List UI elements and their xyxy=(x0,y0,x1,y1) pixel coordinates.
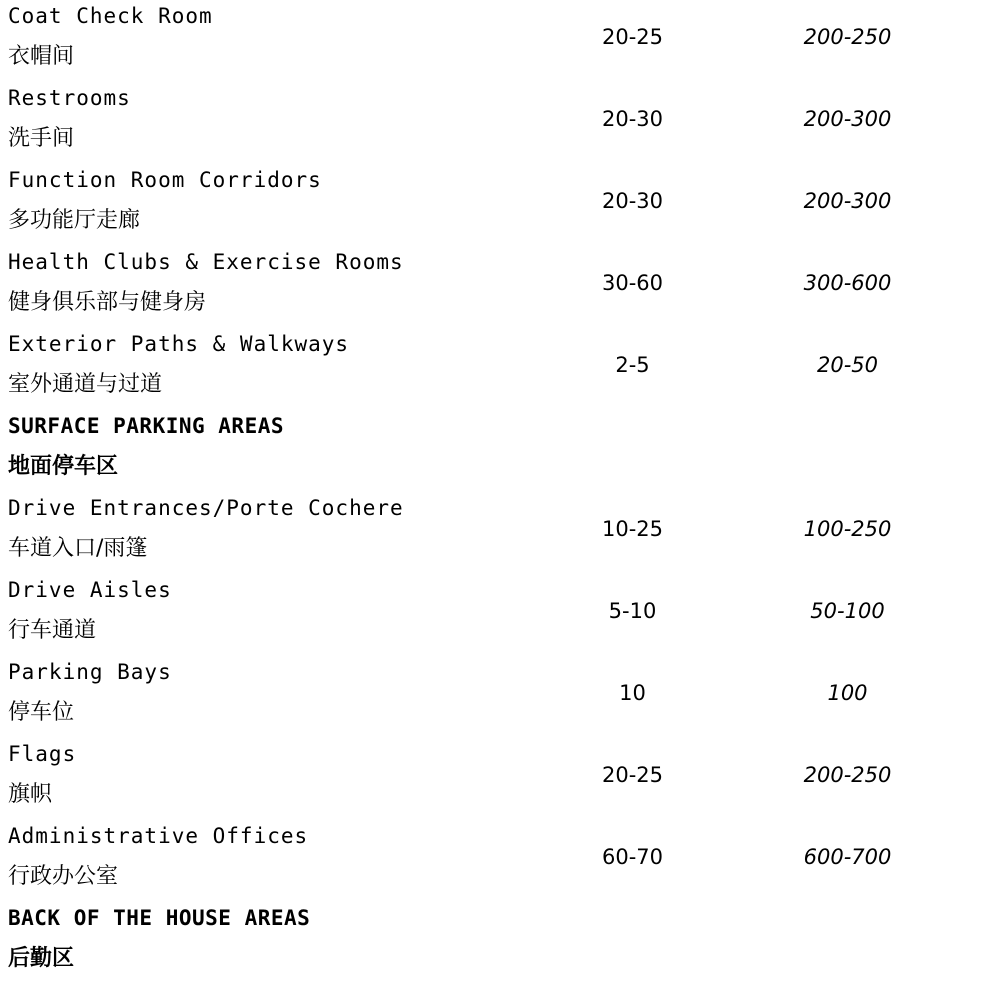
row-name-cn: 健身俱乐部与健身房 xyxy=(8,290,207,315)
row-name-cn: 洗手间 xyxy=(8,126,75,151)
row-value-range-italic: 200-250 xyxy=(803,763,892,787)
table-row-function-room-corridors xyxy=(0,164,990,246)
row-name-cn: 行车通道 xyxy=(8,618,97,643)
row-value-range-italic: 600-700 xyxy=(803,845,892,869)
section-title-cn: 地面停车区 xyxy=(8,454,119,479)
row-name-cn: 停车位 xyxy=(8,700,75,725)
row-name-en: Flags xyxy=(8,742,77,766)
table-row-exterior-paths xyxy=(0,328,990,410)
row-name-en: Administrative Offices xyxy=(8,824,309,848)
row-value-range: 20-25 xyxy=(601,763,664,787)
row-value-range-italic: 100 xyxy=(827,681,868,705)
row-value-range: 20-30 xyxy=(601,107,664,131)
row-name-cn: 衣帽间 xyxy=(8,44,75,69)
row-name-cn: 多功能厅走廊 xyxy=(8,208,141,233)
table-row-health-clubs xyxy=(0,246,990,328)
row-value-range: 60-70 xyxy=(601,845,664,869)
row-name-cn: 行政办公室 xyxy=(8,864,119,889)
section-title-en: SURFACE PARKING AREAS xyxy=(8,414,285,438)
row-value-range: 10-25 xyxy=(601,517,664,541)
row-value-range: 30-60 xyxy=(601,271,664,295)
row-name-en: Health Clubs & Exercise Rooms xyxy=(8,250,404,274)
row-value-range: 20-25 xyxy=(601,25,664,49)
row-name-cn: 室外通道与过道 xyxy=(8,372,163,397)
row-value-range-italic: 200-300 xyxy=(803,189,892,213)
row-value-range-italic: 200-300 xyxy=(803,107,892,131)
row-name-en: Drive Entrances/Porte Cochere xyxy=(8,496,404,520)
row-value-range: 2-5 xyxy=(615,353,650,377)
row-value-range: 10 xyxy=(619,681,646,705)
section-heading-surface-parking xyxy=(0,410,990,492)
row-value-range: 20-30 xyxy=(601,189,664,213)
row-value-range-italic: 200-250 xyxy=(803,25,892,49)
row-name-en: Drive Aisles xyxy=(8,578,172,602)
row-name-en: Function Room Corridors xyxy=(8,168,322,192)
table-row-drive-aisles xyxy=(0,574,990,656)
row-name-en: Coat Check Room xyxy=(8,4,213,28)
table-row-coat-check xyxy=(0,0,990,82)
row-name-en: Parking Bays xyxy=(8,660,172,684)
row-name-cn: 旗帜 xyxy=(8,782,53,807)
row-name-en: Exterior Paths & Walkways xyxy=(8,332,350,356)
table-row-parking-bays xyxy=(0,656,990,738)
row-value-range: 5-10 xyxy=(608,599,657,623)
section-title-en: BACK OF THE HOUSE AREAS xyxy=(8,906,311,930)
table-row-restrooms xyxy=(0,82,990,164)
row-value-range-italic: 300-600 xyxy=(803,271,892,295)
table-row-administrative-offices xyxy=(0,820,990,902)
row-value-range-italic: 20-50 xyxy=(816,353,879,377)
section-heading-back-of-house xyxy=(0,902,990,984)
table-row-drive-entrances xyxy=(0,492,990,574)
row-name-cn: 车道入口/雨篷 xyxy=(8,536,148,561)
table-row-flags xyxy=(0,738,990,820)
row-value-range-italic: 100-250 xyxy=(803,517,892,541)
row-value-range-italic: 50-100 xyxy=(810,599,885,623)
row-name-en: Restrooms xyxy=(8,86,131,110)
section-title-cn: 后勤区 xyxy=(8,946,75,971)
